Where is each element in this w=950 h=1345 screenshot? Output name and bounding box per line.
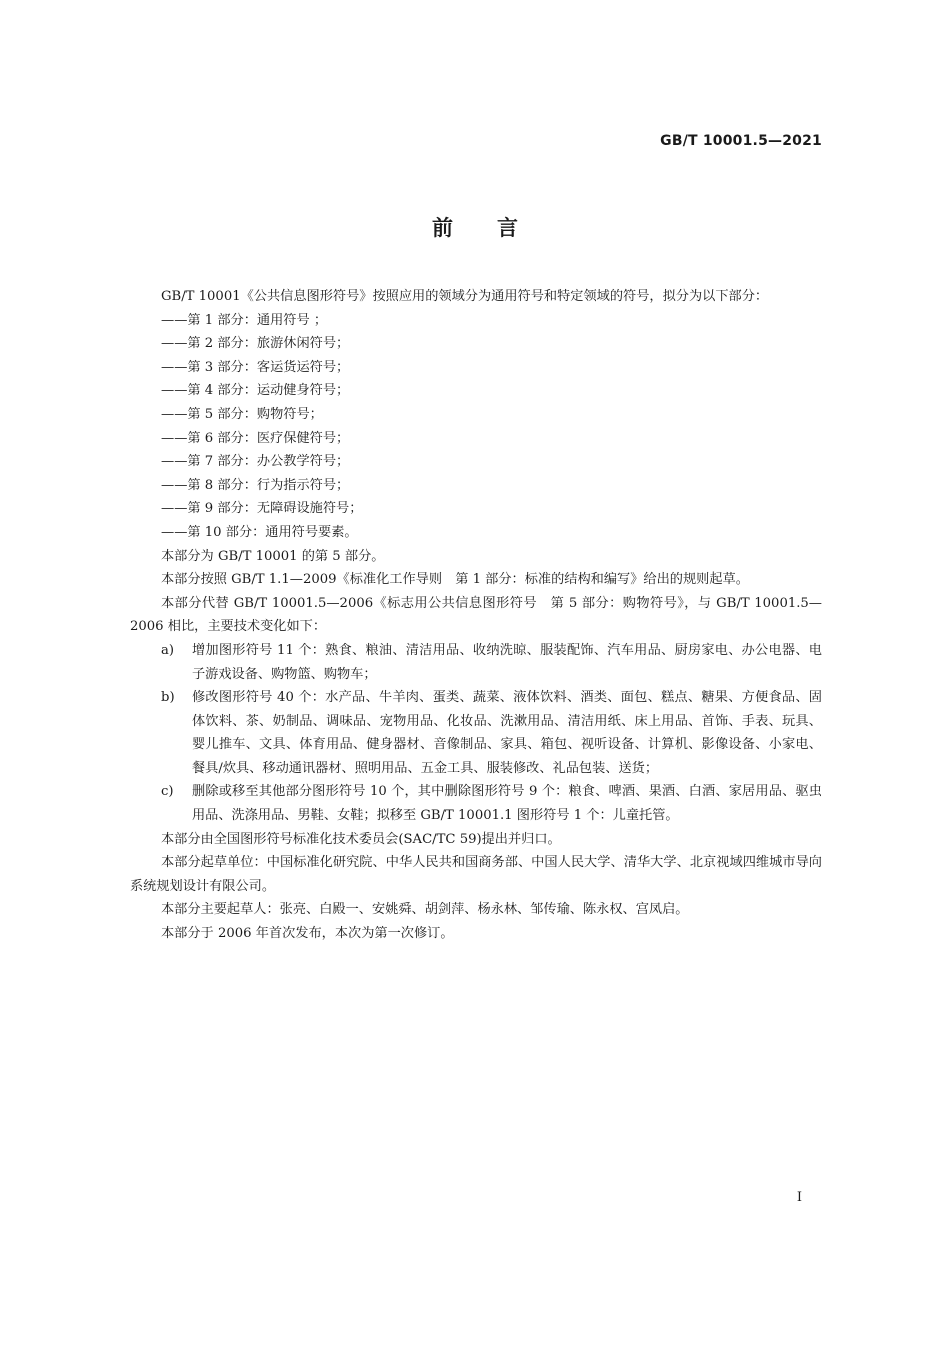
part-item-3: ——第 3 部分：客运货运符号；: [161, 359, 350, 375]
foreword-body: [130, 285, 822, 946]
change-item-c: [130, 780, 822, 827]
change-text-c: 删除或移至其他部分图形符号 10 个，其中删除图形符号 9 个：粮食、啤酒、果酒、白酒、家居用品、驱虫用品、洗涤用品、男鞋、女鞋；拟移至 GB/T 10001.1 图形符号 1 个：儿童托管。: [192, 784, 822, 824]
part-item-1: ——第 1 部分：通用符号 ；: [161, 312, 328, 328]
proposed-by-paragraph: 本部分由全国图形符号标准化技术委员会(SAC/TC 59)提出并归口。: [161, 831, 561, 847]
change-item-a: [130, 639, 822, 686]
part-item-5: ——第 5 部分：购物符号；: [161, 406, 323, 422]
change-label-a: a): [161, 642, 175, 658]
part-item-9: ——第 9 部分：无障碍设施符号；: [161, 501, 363, 517]
drafting-rule-paragraph: 本部分按照 GB/T 1.1—2009《标准化工作导则 第 1 部分：标准的结构和编写》给出的规则起草。: [161, 572, 749, 588]
drafters-paragraph: 本部分主要起草人：张亮、白殿一、安姚舜、胡剑萍、杨永林、邹传瑜、陈永权、宫凤启。: [161, 902, 689, 918]
change-label-c: c): [161, 784, 174, 800]
drafting-units-paragraph: 本部分起草单位：中国标准化研究院、中华人民共和国商务部、中国人民大学、清华大学、北京视域四维城市导向系统规划设计有限公司。: [130, 855, 822, 894]
part-item-6: ——第 6 部分：医疗保健符号；: [161, 430, 350, 446]
change-label-b: b): [161, 690, 175, 706]
part-statement: 本部分为 GB/T 10001 的第 5 部分。: [161, 548, 385, 564]
intro-paragraph: GB/T 10001《公共信息图形符号》按照应用的领域分为通用符号和特定领域的符号，拟分为以下部分：: [161, 289, 769, 304]
page-number: I: [796, 1190, 802, 1205]
history-paragraph: 本部分于 2006 年首次发布，本次为第一次修订。: [161, 926, 454, 942]
part-item-10: ——第 10 部分：通用符号要素。: [161, 524, 358, 540]
part-item-7: ——第 7 部分：办公教学符号；: [161, 454, 350, 470]
part-item-8: ——第 8 部分：行为指示符号；: [161, 477, 350, 493]
change-text-a: 增加图形符号 11 个：熟食、粮油、清洁用品、收纳洗晾、服装配饰、汽车用品、厨房家电、办公电器、电子游戏设备、购物篮、购物车；: [192, 642, 822, 682]
change-item-b: [130, 686, 822, 780]
page-title: 前言: [432, 216, 562, 240]
part-item-4: ——第 4 部分：运动健身符号；: [161, 383, 350, 399]
part-item-2: ——第 2 部分：旅游休闲符号；: [161, 336, 350, 352]
replacement-paragraph: 本部分代替 GB/T 10001.5—2006《标志用公共信息图形符号 第 5 部分：购物符号》，与 GB/T 10001.5—2006 相比，主要技术变化如下：: [130, 595, 822, 635]
standard-code: GB/T 10001.5—2021: [660, 133, 822, 149]
change-text-b: 修改图形符号 40 个：水产品、牛羊肉、蛋类、蔬菜、液体饮料、酒类、面包、糕点、糖果、方便食品、固体饮料、茶、奶制品、调味品、宠物用品、化妆品、洗漱用品、清洁用纸、床上用品、首饰、手表、玩具、婴儿推车、文具、体育用品、健身器材、音像制品、家具、箱包、视听设备、计算机、影像设备、小家电、餐具/炊具、移动通讯器材、照明用品、五金工具、服装修改、礼品包装、送货；: [192, 690, 822, 776]
